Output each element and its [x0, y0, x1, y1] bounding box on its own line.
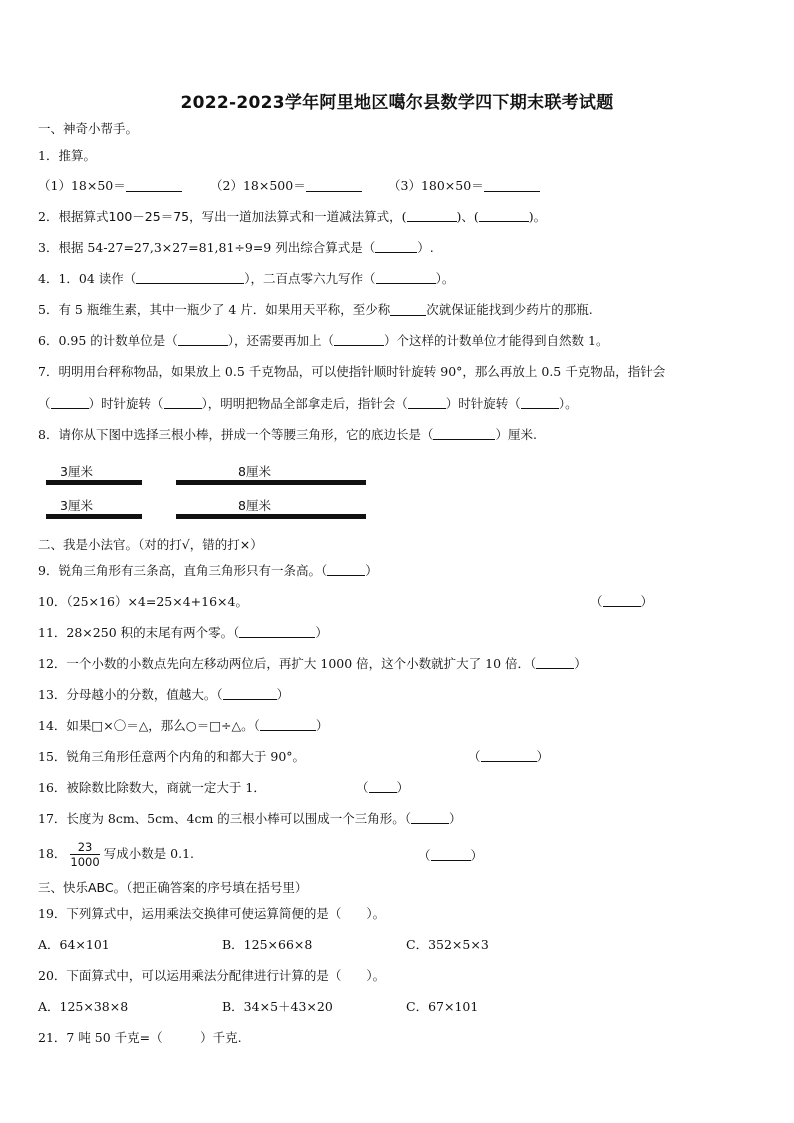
answer-blank[interactable]	[164, 397, 202, 409]
question-20-option-b[interactable]: B．34×5＋43×20	[222, 999, 333, 1014]
question-16: 16．被除数比除数大，商就一定大于 1．	[38, 780, 266, 795]
stick-label: 3厘米	[60, 498, 93, 513]
question-17: 17．长度为 8cm、5cm、4cm 的三根小棒可以围成一个三角形。（ ）	[38, 811, 462, 826]
question-21: 21．7 吨 50 千克=（ ）千克.	[38, 1030, 242, 1045]
answer-blank[interactable]	[411, 812, 449, 824]
question-18: 18． $\frac{23}{1000}$ 写成小数是 0.1.	[38, 840, 195, 869]
question-10-answer: （ ）	[590, 594, 654, 609]
question-16-answer: （ ）	[356, 780, 410, 795]
stick-8cm	[176, 480, 366, 485]
question-15: 15．锐角三角形任意两个内角的和都大于 90°。	[38, 749, 306, 764]
question-1-part-c: （3）180×50＝	[388, 178, 540, 194]
fraction: $\frac{23}{1000}$	[70, 840, 100, 869]
question-20-option-c[interactable]: C．67×101	[406, 999, 479, 1014]
question-7-line-2: （ ）时针旋转（ ），明明把物品全部拿走后，指针会（ ）时针旋转（ ）。	[38, 396, 578, 411]
answer-blank[interactable]	[431, 849, 471, 861]
stick-label: 8厘米	[238, 498, 271, 513]
stick-8cm	[176, 514, 366, 519]
page-title: 2022-2023学年阿里地区噶尔县数学四下期末联考试题	[180, 93, 614, 113]
question-12: 12．一个小数的小数点先向左移动两位后，再扩大 1000 倍，这个小数就扩大了 10 倍．（ ）	[38, 656, 587, 671]
answer-blank[interactable]	[407, 210, 457, 222]
question-1-part-b: （2）18×500＝	[210, 178, 362, 194]
stick-label: 3厘米	[60, 464, 93, 479]
question-1-stem: 1．推算。	[38, 148, 96, 163]
question-13: 13．分母越小的分数，值越大。（ ）	[38, 687, 290, 702]
question-2: 2．根据算式100－25＝75，写出一道加法算式和一道减法算式，( )、( )。	[38, 209, 547, 224]
question-15-answer: （ ）	[468, 749, 550, 764]
answer-blank[interactable]	[603, 595, 641, 607]
answer-blank[interactable]	[239, 626, 315, 638]
answer-blank[interactable]	[433, 428, 495, 440]
section-heading-3: 三、快乐ABC。（把正确答案的序号填在括号里）	[38, 880, 308, 895]
answer-blank[interactable]	[306, 179, 362, 192]
question-20-option-a[interactable]: A．125×38×8	[38, 999, 129, 1014]
question-1-part-a: （1）18×50＝	[38, 178, 182, 194]
answer-blank[interactable]	[521, 397, 559, 409]
question-5: 5．有 5 瓶维生素，其中一瓶少了 4 片．如果用天平称，至少称 次就保证能找到少药片的那瓶.	[38, 302, 593, 317]
answer-blank[interactable]	[479, 210, 529, 222]
stick-3cm	[46, 514, 142, 519]
question-14: 14．如果□×〇＝△，那么○＝□÷△。（ ）	[38, 718, 329, 733]
answer-blank[interactable]	[136, 272, 244, 284]
question-19-stem: 19．下列算式中，运用乘法交换律可使运算简便的是（ ）。	[38, 906, 386, 921]
question-8: 8．请你从下图中选择三根小棒，拼成一个等腰三角形，它的底边长是（ ）厘米.	[38, 427, 537, 442]
stick-label: 8厘米	[238, 464, 271, 479]
question-4: 4．1．04 读作（ ），二百点零六九写作（ ）。	[38, 271, 455, 286]
answer-blank[interactable]	[375, 241, 417, 253]
answer-blank[interactable]	[51, 397, 89, 409]
question-18-answer: （ ）	[418, 848, 484, 863]
question-20-stem: 20．下面算式中，可以运用乘法分配律进行计算的是（ ）。	[38, 968, 386, 983]
question-19-option-c[interactable]: C．352×5×3	[406, 937, 489, 952]
answer-blank[interactable]	[376, 272, 436, 284]
answer-blank[interactable]	[408, 397, 446, 409]
question-19-option-a[interactable]: A．64×101	[38, 937, 110, 952]
answer-blank[interactable]	[178, 334, 228, 346]
answer-blank[interactable]	[390, 303, 426, 316]
question-7-line-1: 7．明明用台秤称物品，如果放上 0.5 千克物品，可以使指针顺时针旋转 90°，那么再放上 0.5 千克物品，指针会	[38, 364, 666, 379]
question-3: 3．根据 54-27=27,3×27=81,81÷9=9 列出综合算式是（ ）.	[38, 240, 434, 255]
answer-blank[interactable]	[327, 564, 365, 576]
answer-blank[interactable]	[369, 781, 397, 793]
answer-blank[interactable]	[223, 688, 277, 700]
question-11: 11．28×250 积的末尾有两个零。（ ）	[38, 625, 328, 640]
answer-blank[interactable]	[484, 179, 540, 192]
section-heading-1: 一、神奇小帮手。	[38, 121, 139, 136]
answer-blank[interactable]	[260, 719, 316, 731]
answer-blank[interactable]	[481, 750, 537, 762]
question-9: 9．锐角三角形有三条高，直角三角形只有一条高。（ ）	[38, 563, 378, 578]
answer-blank[interactable]	[536, 657, 574, 669]
answer-blank[interactable]	[334, 334, 384, 346]
question-6: 6．0.95 的计数单位是（ ），还需要再加上（ ）个这样的计数单位才能得到自然数 1。	[38, 333, 609, 348]
question-10: 10．（25×16）×4=25×4+16×4。	[38, 594, 248, 609]
section-heading-2: 二、我是小法官。（对的打√，错的打×）	[38, 537, 263, 552]
stick-3cm	[46, 480, 142, 485]
question-19-option-b[interactable]: B．125×66×8	[222, 937, 313, 952]
answer-blank[interactable]	[126, 179, 182, 192]
